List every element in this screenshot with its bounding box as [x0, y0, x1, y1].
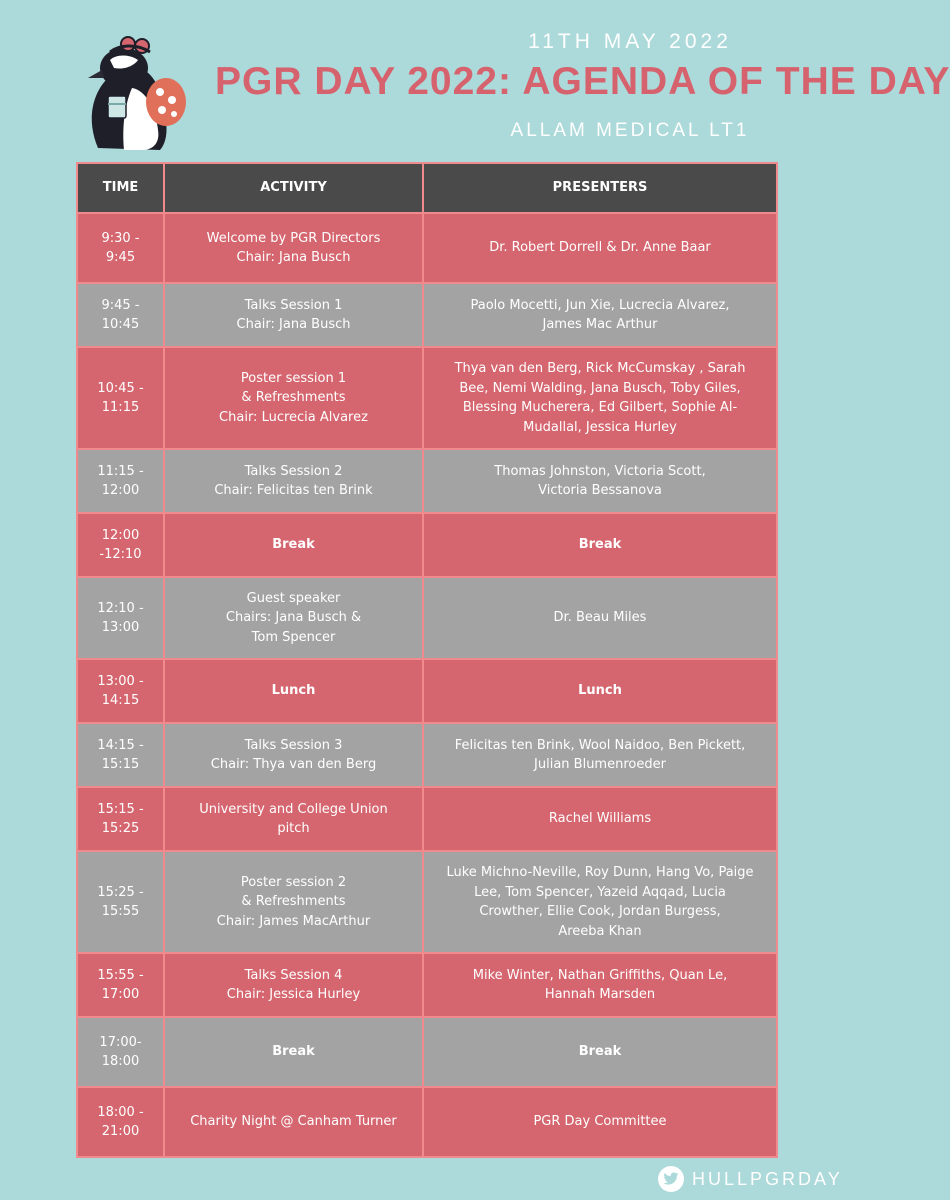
presenters-cell — [423, 347, 777, 449]
activity-cell-line: & Refreshments — [241, 390, 346, 406]
presenters-cell-line: Victoria Bessanova — [538, 483, 662, 498]
time-cell — [77, 723, 164, 787]
time-cell — [77, 577, 164, 659]
table-row — [77, 659, 777, 723]
presenters-cell-line: Lunch — [578, 683, 622, 699]
presenters-cell-line: James Mac Arthur — [542, 317, 658, 332]
activity-cell-line: Poster session 2 — [240, 874, 347, 890]
activity-cell-line: Chair: Jessica Hurley — [226, 987, 361, 1002]
time-cell-line: 13:00 — [101, 620, 140, 635]
time-cell-line: 17:00 — [101, 987, 140, 1002]
activity-cell — [164, 213, 423, 283]
activity-cell-line: Chair: Jana Busch — [236, 250, 351, 265]
presenters-cell — [423, 851, 777, 953]
activity-cell — [164, 347, 423, 449]
time-cell — [77, 283, 164, 347]
activity-cell-line: Chair: Lucrecia Alvarez — [219, 409, 368, 425]
time-cell-line: 13:00 - — [97, 673, 144, 689]
time-cell-line: 9:45 - — [101, 297, 140, 313]
activity-cell-line: Talks Session 3 — [244, 737, 343, 753]
presenters-cell-line: Luke Michno-Neville, Roy Dunn, Hang Vo, Paige — [446, 865, 754, 880]
activity-cell-line: & Refreshments — [241, 894, 346, 910]
presenters-cell-line: Thya van den Berg, Rick McCumskay , Sarah — [454, 361, 746, 376]
presenters-cell — [423, 723, 777, 787]
presenters-cell-line: Blessing Mucherera, Ed Gilbert, Sophie Al- — [462, 400, 738, 415]
presenters-cell-line: Hannah Marsden — [544, 987, 656, 1002]
page-title: PGR DAY 2022: AGENDA OF THE DAY — [215, 60, 950, 103]
table-row — [77, 213, 777, 283]
activity-cell — [164, 723, 423, 787]
time-cell-line: 17:00- — [99, 1034, 142, 1050]
activity-cell-line: Tom Spencer — [251, 629, 336, 645]
presenters-cell-line: Bee, Nemi Walding, Jana Busch, Toby Giles, — [459, 380, 741, 396]
time-cell-line: 12:00 — [101, 527, 140, 543]
time-cell-line: 15:15 - — [97, 801, 144, 817]
time-cell — [77, 213, 164, 283]
time-cell — [77, 1087, 164, 1157]
presenters-cell-line: Dr. Robert Dorrell & Dr. Anne Baar — [489, 240, 711, 256]
event-venue: ALLAM MEDICAL LT1 — [510, 120, 750, 141]
time-cell-line: 15:25 — [101, 821, 140, 836]
table-row — [77, 347, 777, 449]
time-cell-line: 14:15 — [101, 693, 140, 708]
presenters-cell — [423, 1087, 777, 1157]
time-cell-line: 9:45 — [105, 250, 136, 265]
presenters-cell-line: Mike Winter, Nathan Griffiths, Quan Le, — [472, 967, 728, 983]
activity-cell — [164, 659, 423, 723]
presenters-cell — [423, 659, 777, 723]
time-cell-line: 15:25 - — [97, 884, 144, 900]
activity-cell — [164, 283, 423, 347]
time-cell-line: 15:55 — [101, 904, 140, 919]
table-row — [77, 953, 777, 1017]
twitter-icon — [658, 1166, 684, 1192]
column-header-activity: ACTIVITY — [164, 163, 423, 213]
presenters-cell-line: Mudallal, Jessica Hurley — [523, 419, 677, 435]
presenters-cell-line: Paolo Mocetti, Jun Xie, Lucrecia Alvarez, — [470, 297, 730, 313]
presenters-cell — [423, 213, 777, 283]
activity-cell-line: Chair: Thya van den Berg — [210, 757, 377, 772]
time-cell — [77, 787, 164, 851]
time-cell-line: 11:15 — [101, 400, 140, 415]
presenters-cell-line: Rachel Williams — [548, 811, 652, 827]
social-handle — [658, 1164, 843, 1194]
time-cell — [77, 659, 164, 723]
time-cell-line: 10:45 — [101, 317, 140, 332]
activity-cell-line: Charity Night @ Canham Turner — [190, 1114, 397, 1130]
time-cell-line: 9:30 - — [101, 230, 140, 246]
time-cell-line: 18:00 - — [97, 1104, 144, 1120]
time-cell-line: 10:45 - — [97, 380, 144, 396]
table-row — [77, 723, 777, 787]
time-cell-line: 15:55 - — [97, 967, 144, 983]
time-cell-line: 11:15 - — [97, 463, 144, 479]
time-cell-line: 12:10 - — [97, 600, 144, 616]
table-row — [77, 577, 777, 659]
presenters-cell-line: Thomas Johnston, Victoria Scott, — [494, 463, 706, 479]
table-row — [77, 1087, 777, 1157]
presenters-cell-line: Lee, Tom Spencer, Yazeid Aqqad, Lucia — [474, 884, 726, 900]
time-cell — [77, 1017, 164, 1087]
agenda-table — [76, 162, 778, 1158]
event-date: 11TH MAY 2022 — [528, 30, 732, 53]
presenters-cell-line: Dr. Beau Miles — [553, 610, 647, 626]
activity-cell-line: Talks Session 2 — [244, 463, 343, 479]
presenters-cell — [423, 1017, 777, 1087]
presenters-cell-line: Break — [578, 537, 622, 553]
presenters-cell-line: Julian Blumenroeder — [534, 757, 666, 772]
time-cell — [77, 851, 164, 953]
activity-cell-line: Chairs: Jana Busch & — [225, 610, 362, 626]
activity-cell-line: Chair: James MacArthur — [216, 913, 371, 929]
time-cell-line: 15:15 — [101, 757, 140, 772]
table-row — [77, 449, 777, 513]
time-cell — [77, 449, 164, 513]
table-row — [77, 1017, 777, 1087]
activity-cell — [164, 1087, 423, 1157]
table-header-row — [77, 163, 777, 213]
time-cell-line: 12:00 — [101, 483, 140, 498]
activity-cell-line: Break — [272, 1044, 315, 1060]
time-cell — [77, 953, 164, 1017]
activity-cell-line: Lunch — [271, 683, 316, 699]
activity-cell-line: Break — [272, 537, 315, 553]
column-header-presenters: PRESENTERS — [423, 163, 777, 213]
presenters-cell — [423, 283, 777, 347]
time-cell — [77, 347, 164, 449]
activity-cell — [164, 577, 423, 659]
activity-cell-line: Talks Session 1 — [244, 297, 343, 313]
activity-cell-line: University and College Union — [199, 801, 388, 817]
presenters-cell — [423, 577, 777, 659]
activity-cell — [164, 787, 423, 851]
activity-cell — [164, 953, 423, 1017]
activity-cell-line: pitch — [277, 821, 310, 836]
activity-cell-line: Chair: Felicitas ten Brink — [214, 483, 373, 498]
presenters-cell — [423, 513, 777, 577]
table-row — [77, 851, 777, 953]
presenters-cell — [423, 787, 777, 851]
presenters-cell-line: Areeba Khan — [558, 923, 642, 939]
twitter-handle: HULLPGRDAY — [692, 1168, 843, 1189]
presenters-cell-line: Felicitas ten Brink, Wool Naidoo, Ben Pickett, — [454, 737, 746, 753]
time-cell-line: 14:15 - — [97, 737, 144, 753]
table-row — [77, 283, 777, 347]
presenters-cell-line: Break — [578, 1044, 622, 1060]
activity-cell — [164, 513, 423, 577]
presenters-cell-line: PGR Day Committee — [533, 1114, 667, 1130]
column-header-time: TIME — [77, 163, 164, 213]
activity-cell-line: Welcome by PGR Directors — [206, 230, 381, 246]
activity-cell — [164, 449, 423, 513]
time-cell-line: 21:00 — [101, 1124, 140, 1139]
time-cell-line: -12:10 — [99, 547, 142, 562]
activity-cell — [164, 1017, 423, 1087]
activity-cell-line: Talks Session 4 — [244, 967, 343, 983]
presenters-cell-line: Crowther, Ellie Cook, Jordan Burgess, — [479, 904, 721, 919]
activity-cell-line: Poster session 1 — [240, 370, 347, 386]
activity-cell-line: Chair: Jana Busch — [236, 317, 351, 332]
activity-cell — [164, 851, 423, 953]
penguin-mascot-icon — [80, 30, 206, 152]
activity-cell-line: Guest speaker — [246, 590, 341, 606]
time-cell-line: 18:00 — [101, 1054, 140, 1069]
time-cell — [77, 513, 164, 577]
presenters-cell — [423, 953, 777, 1017]
table-row — [77, 513, 777, 577]
table-row — [77, 787, 777, 851]
presenters-cell — [423, 449, 777, 513]
